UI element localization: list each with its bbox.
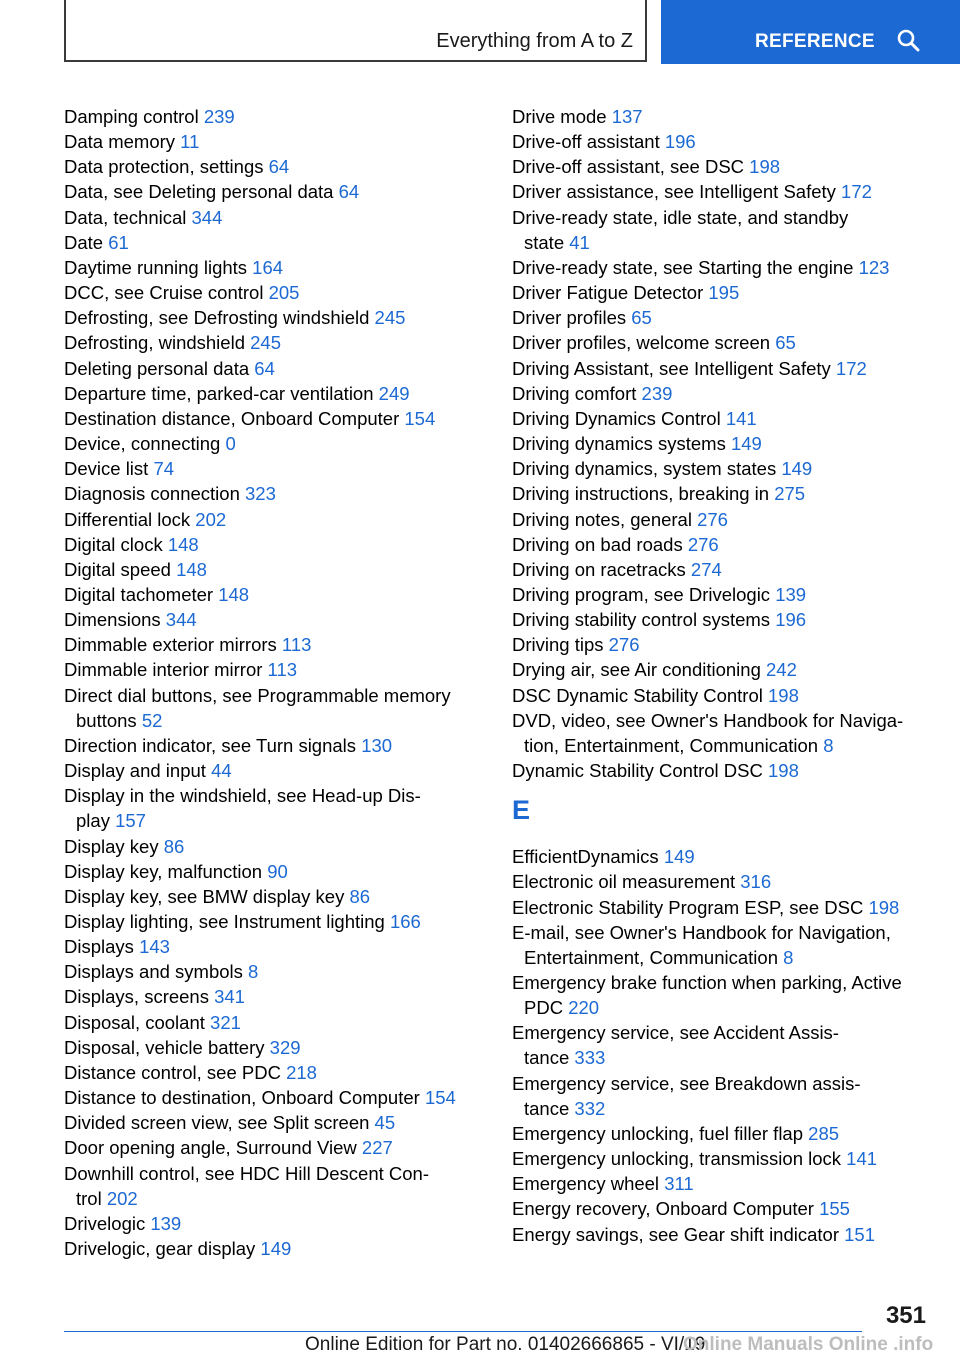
index-entry[interactable] [512,1146,932,1171]
index-entry[interactable] [512,280,932,305]
index-entry[interactable] [512,356,932,381]
index-entry-text: Defrosting, windshield [64,332,245,354]
index-entry-text: Drivelogic, gear display [64,1238,256,1260]
page-reference-link[interactable]: 205 [268,282,300,304]
page-reference-link[interactable]: 149 [663,846,695,868]
index-entry[interactable] [512,708,932,758]
index-entry-text: Direction indicator, see Turn signals [64,734,357,756]
index-entry[interactable] [512,1020,932,1070]
index-entry[interactable] [512,1071,932,1121]
index-entry[interactable] [512,507,932,532]
index-entry[interactable] [64,1161,484,1211]
index-entry[interactable] [512,532,932,557]
page-reference-link[interactable]: 245 [374,307,406,329]
index-entry[interactable] [512,920,932,970]
index-entry-text: Energy savings, see Gear shift indicator [512,1223,839,1245]
page-reference-link[interactable]: 276 [608,634,640,656]
index-entry-continuation [64,808,484,833]
reference-tab-label: REFERENCE [755,31,875,52]
page-reference-link[interactable]: 123 [858,256,890,278]
page-reference-link[interactable]: 8 [248,961,259,983]
index-entry-continuation [512,733,932,758]
index-entry-text: Driving on bad roads [512,533,683,555]
index-entry[interactable] [64,758,484,783]
index-entry[interactable] [64,179,484,204]
page-reference-link[interactable]: 198 [768,684,799,706]
index-entry-text: Driving notes, general [512,508,692,530]
index-entry[interactable] [64,280,484,305]
index-entry-continuation [512,945,932,970]
index-entry-text: Data, see Deleting personal data [64,181,334,203]
page-reference-link[interactable]: 172 [841,181,872,203]
page-reference-link[interactable]: 86 [349,885,371,907]
index-entry-text: Driving tips [512,634,604,656]
index-entry-continuation-text: Entertainment, Communication [524,946,778,968]
reference-tab[interactable] [661,0,960,64]
index-entry-text: Driver assistance, see Intelligent Safety [512,181,836,203]
index-entry-text: Defrosting, see Defrosting windshield [64,307,370,329]
index-entry-text: Diagnosis connection [64,483,240,505]
page-reference-link[interactable]: 344 [165,609,197,631]
index-entry-text: Displays, screens [64,986,209,1008]
page-reference-link[interactable]: 64 [268,156,290,178]
page-reference-link[interactable]: 202 [195,508,227,530]
index-entry-text: Dimensions [64,609,161,631]
index-entry-text: Drive mode [512,106,607,127]
page-reference-link[interactable]: 113 [281,634,312,656]
index-entry-text: Data protection, settings [64,156,264,178]
page-reference-link[interactable]: 198 [868,896,900,918]
index-entry[interactable] [512,632,932,657]
index-entry-text: Driving Dynamics Control [512,407,721,429]
index-entry[interactable] [512,582,932,607]
page-reference-link[interactable]: 65 [775,332,796,354]
index-entry[interactable] [64,783,484,833]
page-reference-link[interactable]: 149 [730,433,762,455]
index-entry-text: Emergency service, see Accident Assis- [512,1022,839,1044]
index-entry-text: Emergency unlocking, fuel filler flap [512,1122,804,1144]
index-entry-text: Distance to destination, Onboard Computer [64,1087,420,1109]
page-reference-link[interactable]: 285 [808,1122,840,1144]
index-entry-text: Dimmable interior mirror [64,659,263,681]
index-entry[interactable] [64,154,484,179]
index-entry-text: Drive-off assistant, see DSC [512,156,745,178]
footer-divider [64,1331,862,1332]
index-entry[interactable] [64,406,484,431]
page-reference-link[interactable]: 139 [150,1212,182,1234]
index-entry-text: E-mail, see Owner's Handbook for Navigation, [512,921,891,943]
index-entry[interactable] [512,1171,932,1196]
index-entry[interactable] [64,582,484,607]
index-entry-text: Driving dynamics systems [512,433,726,455]
page-reference-link[interactable]: 196 [775,609,807,631]
index-entry[interactable] [512,1222,932,1247]
index-entry[interactable] [64,1135,484,1160]
page-reference-link[interactable]: 333 [574,1047,606,1069]
page-reference-link[interactable]: 195 [708,282,740,304]
page-reference-link[interactable]: 154 [424,1087,456,1109]
page-reference-link[interactable]: 166 [389,911,421,932]
index-entry[interactable] [512,557,932,582]
page-reference-link[interactable]: 329 [269,1036,301,1058]
index-entry-text: Display key, see BMW display key [64,885,345,907]
page-reference-link[interactable]: 148 [218,583,250,605]
index-entry[interactable] [64,884,484,909]
index-entry[interactable] [64,934,484,959]
index-entry-text: Emergency service, see Breakdown assis- [512,1072,861,1094]
page-number: 351 [885,1302,926,1329]
index-entry[interactable] [64,205,484,230]
index-entry-text: Door opening angle, Surround View [64,1137,357,1159]
page-reference-link[interactable]: 198 [768,760,799,782]
page-reference-link[interactable]: 41 [569,231,590,253]
index-entry[interactable] [64,959,484,984]
page-reference-link[interactable]: 151 [844,1223,876,1245]
index-entry-text: Drying air, see Air conditioning [512,659,761,681]
index-entry[interactable] [512,683,932,708]
page-reference-link[interactable]: 139 [775,583,807,605]
index-entry[interactable] [512,607,932,632]
index-entry-text: DSC Dynamic Stability Control [512,684,763,706]
index-entry[interactable] [64,909,484,934]
index-entry-text: Driving on racetracks [512,558,686,580]
page-reference-link[interactable]: 44 [211,760,232,782]
page-reference-link[interactable]: 148 [167,533,199,555]
header-section-box [64,0,647,62]
index-entry[interactable] [512,869,932,894]
index-entry-text: Driving Assistant, see Intelligent Safety [512,357,831,379]
index-entry-continuation-text: tion, Entertainment, Communication [524,734,819,756]
page-reference-link[interactable]: 130 [361,734,393,756]
index-entry-text: Driver profiles, welcome screen [512,332,771,354]
index-entry[interactable] [512,970,932,1020]
index-entry[interactable] [64,1211,484,1236]
index-entry-text: Display key [64,835,159,857]
index-entry[interactable] [512,844,932,869]
index-entry-text: Downhill control, see HDC Hill Descent Con- [64,1162,429,1184]
page-reference-link[interactable]: 61 [108,231,129,253]
index-entry-text: Data, technical [64,206,187,228]
index-entry[interactable] [64,632,484,657]
page-reference-link[interactable]: 249 [378,382,410,404]
index-entry-text: Direct dial buttons, see Programmable memory [64,684,451,706]
index-entry[interactable] [512,481,932,506]
index-entry-text: Emergency wheel [512,1173,660,1195]
section-title: Everything from A to Z [436,30,633,52]
page-reference-link[interactable]: 113 [267,659,298,681]
index-entry[interactable] [512,255,932,280]
index-entry-text: Display and input [64,760,206,782]
index-entry-text: Driving dynamics, system states [512,458,777,480]
index-entry[interactable] [512,431,932,456]
page-reference-link[interactable]: 218 [286,1061,317,1083]
index-entry-continuation [512,230,932,255]
index-entry[interactable] [64,834,484,859]
index-entry-text: DVD, video, see Owner's Handbook for Naviga- [512,709,904,731]
index-entry-text: Display key, malfunction [64,860,263,882]
index-entry[interactable] [64,1085,484,1110]
index-entry-text: Displays [64,936,134,958]
index-entry-continuation-text: tance [524,1097,570,1119]
index-entry-text: Drive-off assistant [512,131,660,153]
index-entry-text: Device list [64,458,149,480]
page-reference-link[interactable]: 344 [191,206,223,228]
index-entry[interactable] [64,255,484,280]
index-entry[interactable] [64,481,484,506]
page-reference-link[interactable]: 239 [641,382,673,404]
index-entry[interactable] [64,1110,484,1135]
index-entry-text: EfficientDynamics [512,846,659,868]
index-entry-text: Digital clock [64,533,163,555]
page-reference-link[interactable]: 149 [781,458,813,480]
page-reference-link[interactable]: 52 [141,709,163,731]
page-reference-link[interactable]: 141 [725,407,757,429]
index-entry[interactable] [64,507,484,532]
page-reference-link[interactable]: 86 [163,835,185,857]
index-entry-text: Disposal, vehicle battery [64,1036,265,1058]
page-reference-link[interactable]: 148 [176,558,207,580]
index-entry-text: Driving stability control systems [512,609,771,631]
index-entry-text: Departure time, parked-car ventilation [64,382,374,404]
page-reference-link[interactable]: 202 [106,1187,138,1209]
page-reference-link[interactable]: 316 [740,871,772,893]
index-entry-text: Displays and symbols [64,961,243,983]
page-reference-link[interactable]: 149 [260,1238,292,1260]
page-reference-link[interactable]: 65 [631,307,652,329]
index-entry[interactable] [64,859,484,884]
index-entry-text: Drive-ready state, idle state, and standby [512,206,849,228]
footer-watermark: Online Manuals Online .info [683,1334,934,1355]
index-entry[interactable] [64,557,484,582]
index-entry-text: Digital tachometer [64,583,214,605]
index-entry[interactable] [512,129,932,154]
index-entry[interactable] [64,532,484,557]
page-reference-link[interactable]: 274 [690,558,722,580]
page-reference-link[interactable]: 0 [225,433,236,455]
page-reference-link[interactable]: 245 [250,332,281,354]
index-entry-continuation-text: play [76,810,110,832]
index-entry[interactable] [64,456,484,481]
index-entry-text: Differential lock [64,508,191,530]
index-entry[interactable] [64,607,484,632]
page-reference-link[interactable]: 155 [819,1198,850,1220]
index-entry[interactable] [64,984,484,1009]
index-entry-text: Driving comfort [512,382,637,404]
page-reference-link[interactable]: 220 [568,997,600,1019]
index-entry-text: Energy recovery, Onboard Computer [512,1198,814,1220]
page-reference-link[interactable]: 198 [749,156,781,178]
index-entry[interactable] [512,1196,932,1221]
index-entry-text: Distance control, see PDC [64,1061,281,1083]
index-entry[interactable] [64,129,484,154]
page-reference-link[interactable]: 275 [774,483,806,505]
index-entry-text: Display in the windshield, see Head-up Dis- [64,785,421,807]
page-reference-link[interactable]: 311 [664,1173,694,1195]
page-reference-link[interactable]: 341 [214,986,245,1008]
index-entry-text: Dimmable exterior mirrors [64,634,277,656]
index-entry[interactable] [64,1236,484,1261]
index-entry[interactable] [64,230,484,255]
page-reference-link[interactable]: 154 [404,407,436,429]
index-column-right [512,104,932,1247]
index-entry[interactable] [64,356,484,381]
index-entry[interactable] [512,205,932,255]
page-reference-link[interactable]: 323 [245,483,276,505]
index-entry-text: Divided screen view, see Split screen [64,1112,370,1134]
index-entry[interactable] [64,1010,484,1035]
index-entry-text: Damping control [64,106,199,127]
page-reference-link[interactable]: 332 [574,1097,606,1119]
index-entry-text: Digital speed [64,558,171,580]
index-entry[interactable] [64,330,484,355]
index-entry-text: Device, connecting [64,433,221,455]
page-reference-link[interactable]: 227 [361,1137,393,1159]
page-reference-link[interactable]: 321 [210,1011,241,1033]
index-entry-text: Drivelogic [64,1212,146,1234]
index-entry-continuation [64,1186,484,1211]
page-reference-link[interactable]: 157 [115,810,146,832]
index-entry-text: Dynamic Stability Control DSC [512,760,763,782]
page-reference-link[interactable]: 45 [374,1112,396,1134]
index-entry[interactable] [64,733,484,758]
index-entry[interactable] [512,381,932,406]
index-entry-text: Deleting personal data [64,357,250,379]
index-entry[interactable] [64,1035,484,1060]
index-entry-continuation [512,995,932,1020]
index-entry-text: Daytime running lights [64,256,248,278]
index-entry[interactable] [512,406,932,431]
index-entry[interactable] [512,895,932,920]
page-reference-link[interactable]: 8 [823,734,834,756]
index-entry-text: Driver profiles [512,307,627,329]
index-entry[interactable] [64,104,484,129]
index-entry-text: Driving instructions, breaking in [512,483,770,505]
page-reference-link[interactable]: 239 [203,106,235,127]
index-entry-continuation-text: buttons [76,709,137,731]
index-entry-text: Drive-ready state, see Starting the engine [512,256,854,278]
index-entry-text: Driver Fatigue Detector [512,282,704,304]
index-entry[interactable] [512,456,932,481]
index-entry[interactable] [64,1060,484,1085]
index-entry-text: Data memory [64,131,176,153]
index-entry-continuation-text: PDC [524,997,564,1019]
index-entry-continuation-text: trol [76,1187,102,1209]
page-reference-link[interactable]: 196 [664,131,696,153]
index-entry-continuation-text: state [524,231,565,253]
index-entry[interactable] [512,154,932,179]
index-entry-text: Disposal, coolant [64,1011,205,1033]
index-entry[interactable] [512,104,932,129]
index-entry-text: Electronic Stability Program ESP, see DSC [512,896,864,918]
page-reference-link[interactable]: 74 [153,458,175,480]
index-entry-continuation-text: tance [524,1047,570,1069]
index-entry-text: DCC, see Cruise control [64,282,264,304]
index-entry-text: Display lighting, see Instrument lighting [64,911,385,932]
index-entry-continuation [512,1045,932,1070]
index-entry-continuation [64,708,484,733]
section-letter-e: E [512,795,531,826]
page-reference-link[interactable]: 137 [611,106,643,127]
index-entry[interactable] [512,1121,932,1146]
page-reference-link[interactable]: 172 [835,357,867,379]
index-entry[interactable] [512,657,932,682]
page-reference-link[interactable]: 143 [139,936,170,958]
index-entry[interactable] [64,431,484,456]
index-group-e [512,844,932,1247]
index-entry[interactable] [512,330,932,355]
page-reference-link[interactable]: 242 [766,659,797,681]
page-reference-link[interactable]: 164 [252,256,284,278]
index-group-d [512,104,932,783]
search-icon[interactable] [896,28,920,52]
page-reference-link[interactable]: 64 [338,181,360,203]
index-entry[interactable] [512,758,932,783]
index-entry[interactable] [64,305,484,330]
index-entry[interactable] [64,381,484,406]
page-reference-link[interactable]: 64 [254,357,275,379]
page-reference-link[interactable]: 11 [180,131,200,153]
index-entry[interactable] [512,305,932,330]
page-reference-link[interactable]: 276 [687,533,719,555]
page-reference-link[interactable]: 276 [697,508,728,530]
index-entry[interactable] [64,657,484,682]
index-entry-text: Destination distance, Onboard Computer [64,407,400,429]
page-reference-link[interactable]: 90 [267,860,288,882]
page-reference-link[interactable]: 141 [846,1148,878,1170]
index-column-left [64,104,484,1261]
index-entry-text: Emergency brake function when parking, Active [512,972,902,993]
index-entry-continuation [512,1096,932,1121]
index-entry-text: Emergency unlocking, transmission lock [512,1148,842,1170]
index-entry[interactable] [64,683,484,733]
index-entry-text: Date [64,231,104,253]
footer-edition: Online Edition for Part no. 01402666865 - VI/19 [305,1334,706,1355]
index-entry-text: Driving program, see Drivelogic [512,583,771,605]
page-reference-link[interactable]: 8 [783,946,794,968]
index-entry-text: Electronic oil measurement [512,871,736,893]
index-entry[interactable] [512,179,932,204]
